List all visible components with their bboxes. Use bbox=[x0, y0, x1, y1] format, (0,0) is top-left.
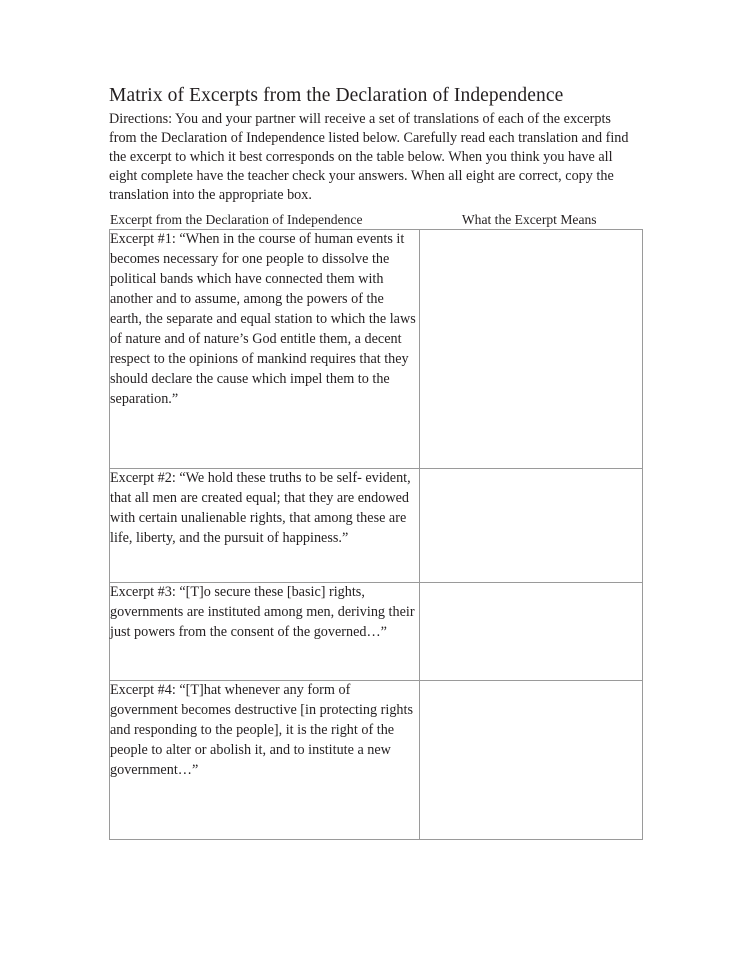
excerpt-cell bbox=[110, 583, 420, 681]
excerpt-cell bbox=[110, 469, 420, 583]
page-title: Matrix of Excerpts from the Declaration of Independence bbox=[109, 85, 564, 106]
excerpt-cell bbox=[110, 230, 420, 469]
excerpt-text: Excerpt #3: “[T]o secure these [basic] rights, governments are instituted among men, deriving their just powers from the consent of the governed…” bbox=[110, 584, 419, 640]
excerpt-text: Excerpt #1: “When in the course of human events it becomes necessary for one people to dissolve the political bands which have connected them with another and to assume, among the powers of the earth, the separate and equal station to which the laws of nature and of nature’s God entitle them, a decent respect to the opinions of mankind requires that they should declare the cause which impel them to the separation.” bbox=[110, 231, 420, 407]
excerpt-text: Excerpt #2: “We hold these truths to be self- evident, that all men are created equal; that they are endowed with certain unalienable rights, that among these are life, liberty, and the pursuit of happiness.” bbox=[110, 470, 415, 546]
table-row bbox=[110, 469, 643, 583]
table-row bbox=[110, 681, 643, 840]
meaning-answer-cell[interactable] bbox=[420, 681, 643, 840]
column-header-excerpt: Excerpt from the Declaration of Independence bbox=[110, 212, 363, 227]
excerpt-text: Excerpt #4: “[T]hat whenever any form of government becomes destructive [in protecting rights and responding to the people], it is the right of the people to alter or abolish it, and to institute a new government…” bbox=[110, 682, 417, 778]
table-column-headers bbox=[109, 212, 640, 228]
meaning-answer-cell[interactable] bbox=[420, 583, 643, 681]
table-row bbox=[110, 583, 643, 681]
meaning-answer-cell[interactable] bbox=[420, 469, 643, 583]
table-row bbox=[110, 230, 643, 469]
excerpt-cell bbox=[110, 681, 420, 840]
directions-paragraph: Directions: You and your partner will receive a set of translations of each of the excerpts from the Declaration of Independence listed below. Carefully read each translation and find the excerpt to which it best corresponds on the table below. When you think you have all eight complete have the teacher check your answers. When all eight are correct, copy the translation into the appropriate box. bbox=[109, 111, 629, 204]
document-header bbox=[109, 84, 641, 205]
meaning-answer-cell[interactable] bbox=[420, 230, 643, 469]
column-header-meaning: What the Excerpt Means bbox=[461, 212, 597, 227]
excerpt-matrix-table bbox=[109, 229, 643, 840]
